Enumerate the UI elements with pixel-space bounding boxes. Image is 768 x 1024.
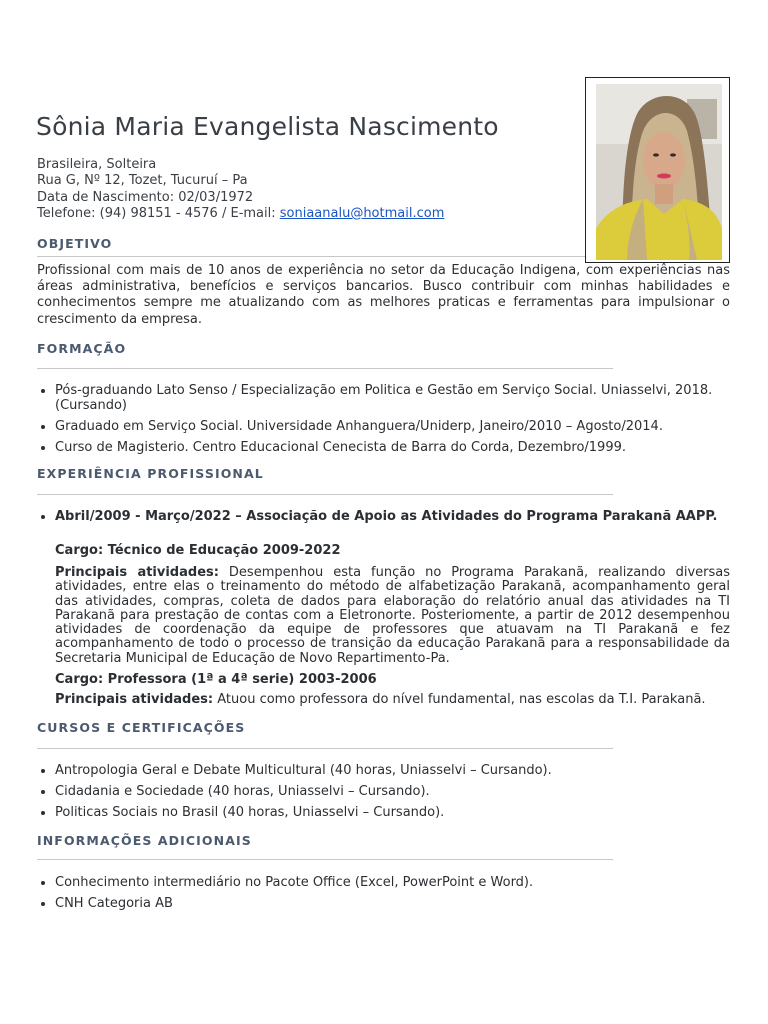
contact-line bbox=[37, 206, 444, 222]
section-divider bbox=[37, 859, 613, 860]
section-title-adicionais: INFORMAÇÕES ADICIONAIS bbox=[37, 833, 252, 848]
phone-text: Telefone: (94) 98151 - 4576 / E-mail: bbox=[37, 205, 280, 221]
atividades-text: Atuou como professora do nível fundamental, nas escolas da T.I. Parakanã. bbox=[213, 692, 706, 707]
section-title-experiencia: EXPERIÊNCIA PROFISSIONAL bbox=[37, 466, 264, 481]
section-divider bbox=[37, 494, 613, 495]
list-item: • Conhecimento intermediário no Pacote Office (Excel, PowerPoint e Word). bbox=[55, 875, 730, 890]
experiencia-list bbox=[37, 509, 730, 524]
list-item: • Antropologia Geral e Debate Multicultural (40 horas, Uniasselvi – Cursando). bbox=[55, 763, 730, 778]
cargo-professora: Cargo: Professora (1ª a 4ª serie) 2003-2006 bbox=[55, 672, 377, 687]
candidate-name: Sônia Maria Evangelista Nascimento bbox=[36, 112, 499, 141]
list-item: • Curso de Magisterio. Centro Educacional Cenecista de Barra do Corda, Dezembro/1999. bbox=[55, 440, 730, 455]
cursos-list bbox=[37, 763, 730, 820]
atividades-professora bbox=[55, 693, 730, 707]
list-item: • CNH Categoria AB bbox=[55, 896, 730, 911]
atividades-label: Principais atividades: bbox=[55, 565, 219, 580]
atividades-text: Desempenhou esta função no Programa Parakanã, realizando diversas atividades, entre elas o treinamento do método de alfabetização Parakanã, acompanhamento geral das atividades, compras, coleta de dados para elaboração do relatório anual das atividades na TI Parakanã para prestação de contas com a Eletronorte. Posteriomente, a partir de 2012 desempenhou atividades de coordenação da equipe de professores que atuavam na TI Parakanã e fez acompanhamento de todo o processo de transição da educação Parakanã para a responsabilidade da Secretaria Municipal de Educação de Novo Repartimento-Pa. bbox=[55, 565, 730, 666]
nationality-status: Brasileira, Solteira bbox=[37, 157, 157, 172]
section-title-cursos: CURSOS E CERTIFICAÇÕES bbox=[37, 720, 246, 735]
section-title-objetivo: OBJETIVO bbox=[37, 236, 113, 251]
section-divider bbox=[37, 368, 613, 369]
birth-date: Data de Nascimento: 02/03/1972 bbox=[37, 189, 254, 205]
formacao-list bbox=[37, 383, 730, 455]
list-item: • Pós-graduando Lato Senso / Especialização em Politica e Gestão em Serviço Social. Uniasselvi, 2018. (Cursando) bbox=[55, 383, 730, 413]
section-divider bbox=[37, 748, 613, 749]
job-entry: • Abril/2009 - Março/2022 – Associação de Apoio as Atividades do Programa Parakanã AAPP. bbox=[55, 509, 730, 524]
address: Rua G, Nº 12, Tozet, Tucuruí – Pa bbox=[37, 173, 248, 189]
email-link[interactable]: soniaanalu@hotmail.com bbox=[279, 205, 445, 221]
list-item: • Cidadania e Sociedade (40 horas, Uniasselvi – Cursando). bbox=[55, 784, 730, 799]
atividades-tecnico bbox=[55, 566, 730, 666]
personal-info bbox=[37, 157, 444, 222]
portrait-image bbox=[587, 79, 730, 263]
adicionais-list bbox=[37, 875, 730, 911]
section-title-formacao: FORMAÇÃO bbox=[37, 341, 127, 356]
objetivo-text: Profissional com mais de 10 anos de experiência no setor da Educação Indigena, com experiências nas áreas administrativa, benefícios e serviços bancarios. Busco contribuir com minhas habilidades e conhecimentos sempre me atualizando com as melhores praticas e ferramentas para impulsionar o crescimento da empresa. bbox=[37, 263, 730, 327]
section-divider bbox=[37, 256, 585, 257]
list-item: • Graduado em Serviço Social. Universidade Anhanguera/Uniderp, Janeiro/2010 – Agosto/2014. bbox=[55, 419, 730, 434]
profile-photo bbox=[585, 77, 730, 263]
cargo-tecnico: Cargo: Técnico de Educação 2009-2022 bbox=[55, 543, 341, 558]
list-item: • Politicas Sociais no Brasil (40 horas, Uniasselvi – Cursando). bbox=[55, 805, 730, 820]
atividades-label: Principais atividades: bbox=[55, 692, 214, 707]
